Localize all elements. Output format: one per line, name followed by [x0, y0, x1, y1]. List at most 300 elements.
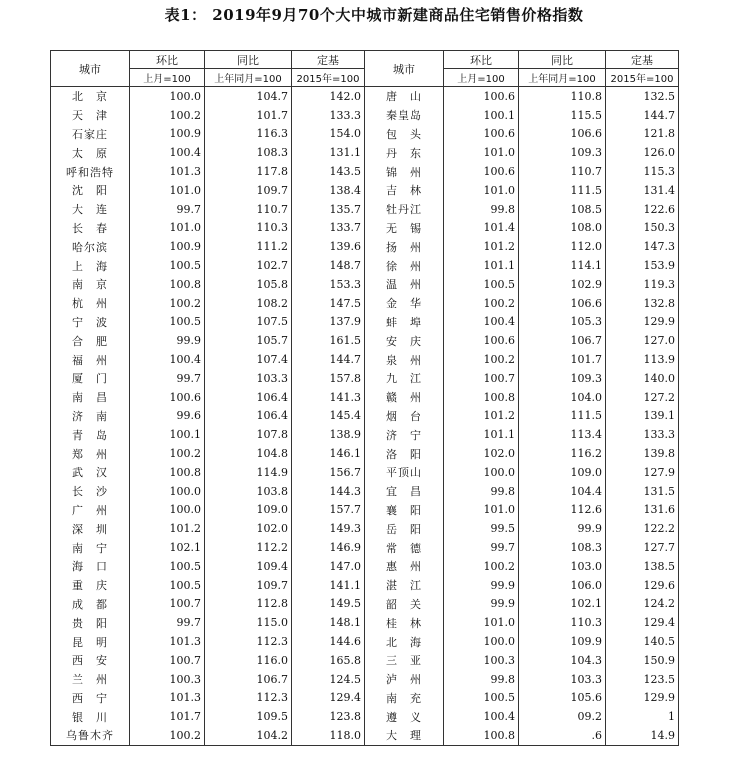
table-row: [51, 350, 679, 369]
huanbi-value-left: 100.2: [130, 106, 205, 125]
city-name-left: 广 州: [51, 501, 130, 520]
dingji-value-left: 118.0: [292, 726, 365, 745]
dingji-value-right: 139.1: [606, 407, 679, 426]
table-row: [51, 162, 679, 181]
tongbi-value-right: 102.1: [519, 595, 606, 614]
table-row: [51, 237, 679, 256]
dingji-value-left: 135.7: [292, 200, 365, 219]
dingji-value-left: 148.1: [292, 613, 365, 632]
city-name-right: 常 德: [365, 538, 444, 557]
dingji-value-right: 132.8: [606, 294, 679, 313]
city-name-right: 赣 州: [365, 388, 444, 407]
table-row: [51, 482, 679, 501]
table-row: [51, 219, 679, 238]
tongbi-value-left: 108.2: [205, 294, 292, 313]
tongbi-value-left: 116.0: [205, 651, 292, 670]
dingji-value-right: 133.3: [606, 425, 679, 444]
city-name-right: 南 充: [365, 689, 444, 708]
tongbi-value-left: 111.2: [205, 237, 292, 256]
dingji-value-left: 138.4: [292, 181, 365, 200]
table-row: [51, 275, 679, 294]
tongbi-value-right: 106.6: [519, 125, 606, 144]
city-name-left: 郑 州: [51, 444, 130, 463]
tongbi-value-left: 103.8: [205, 482, 292, 501]
tongbi-value-left: 116.3: [205, 125, 292, 144]
dingji-value-right: 138.5: [606, 557, 679, 576]
header-huanbi-sub-right: 上月=100: [444, 69, 519, 87]
city-name-left: 天 津: [51, 106, 130, 125]
tongbi-value-right: 109.9: [519, 632, 606, 651]
table-row: [51, 256, 679, 275]
dingji-value-left: 157.8: [292, 369, 365, 388]
huanbi-value-right: 100.4: [444, 313, 519, 332]
huanbi-value-left: 99.7: [130, 200, 205, 219]
huanbi-value-right: 99.7: [444, 538, 519, 557]
dingji-value-left: 141.1: [292, 576, 365, 595]
city-name-right: 丹 东: [365, 143, 444, 162]
city-name-right: 泉 州: [365, 350, 444, 369]
tongbi-value-left: 109.5: [205, 707, 292, 726]
tongbi-value-right: 110.3: [519, 613, 606, 632]
tongbi-value-left: 102.7: [205, 256, 292, 275]
table-row: [51, 726, 679, 745]
tongbi-value-left: 109.7: [205, 576, 292, 595]
city-name-right: 宜 昌: [365, 482, 444, 501]
huanbi-value-right: 100.6: [444, 125, 519, 144]
huanbi-value-left: 100.8: [130, 275, 205, 294]
city-name-left: 沈 阳: [51, 181, 130, 200]
table-row: [51, 143, 679, 162]
dingji-value-left: 133.3: [292, 106, 365, 125]
city-name-left: 太 原: [51, 143, 130, 162]
dingji-value-right: 131.5: [606, 482, 679, 501]
city-name-right: 平顶山: [365, 463, 444, 482]
tongbi-value-right: 108.3: [519, 538, 606, 557]
huanbi-value-right: 101.2: [444, 407, 519, 426]
dingji-value-right: 122.6: [606, 200, 679, 219]
table-row: [51, 444, 679, 463]
huanbi-value-right: 99.5: [444, 519, 519, 538]
city-name-right: 遵 义: [365, 707, 444, 726]
tongbi-value-left: 106.4: [205, 407, 292, 426]
table-row: [51, 200, 679, 219]
dingji-value-left: 137.9: [292, 313, 365, 332]
huanbi-value-left: 100.2: [130, 294, 205, 313]
table-row: [51, 388, 679, 407]
city-name-left: 贵 阳: [51, 613, 130, 632]
dingji-value-left: 156.7: [292, 463, 365, 482]
dingji-value-left: 133.7: [292, 219, 365, 238]
dingji-value-left: 141.3: [292, 388, 365, 407]
dingji-value-left: 149.3: [292, 519, 365, 538]
city-name-right: 泸 州: [365, 670, 444, 689]
huanbi-value-right: 101.2: [444, 237, 519, 256]
tongbi-value-left: 106.4: [205, 388, 292, 407]
dingji-value-left: 147.5: [292, 294, 365, 313]
dingji-value-right: 115.3: [606, 162, 679, 181]
huanbi-value-right: 100.2: [444, 350, 519, 369]
city-name-right: 蚌 埠: [365, 313, 444, 332]
city-name-left: 厦 门: [51, 369, 130, 388]
huanbi-value-left: 99.9: [130, 331, 205, 350]
city-name-left: 宁 波: [51, 313, 130, 332]
huanbi-value-right: 101.4: [444, 219, 519, 238]
table-row: [51, 651, 679, 670]
huanbi-value-right: 100.1: [444, 106, 519, 125]
huanbi-value-left: 101.0: [130, 181, 205, 200]
dingji-value-right: 14.9: [606, 726, 679, 745]
header-huanbi-left: 环比: [130, 51, 205, 69]
city-name-left: 西 宁: [51, 689, 130, 708]
header-tongbi-sub-right: 上年同月=100: [519, 69, 606, 87]
dingji-value-right: 131.6: [606, 501, 679, 520]
tongbi-value-left: 103.3: [205, 369, 292, 388]
header-tongbi-left: 同比: [205, 51, 292, 69]
city-name-left: 呼和浩特: [51, 162, 130, 181]
tongbi-value-left: 112.3: [205, 689, 292, 708]
dingji-value-right: 139.8: [606, 444, 679, 463]
huanbi-value-left: 101.0: [130, 219, 205, 238]
city-name-left: 南 京: [51, 275, 130, 294]
city-name-right: 烟 台: [365, 407, 444, 426]
table-row: [51, 407, 679, 426]
dingji-value-left: 154.0: [292, 125, 365, 144]
dingji-value-right: 131.4: [606, 181, 679, 200]
dingji-value-left: 139.6: [292, 237, 365, 256]
city-name-left: 武 汉: [51, 463, 130, 482]
tongbi-value-right: 111.5: [519, 407, 606, 426]
dingji-value-right: 150.3: [606, 219, 679, 238]
city-name-right: 秦皇岛: [365, 106, 444, 125]
city-name-left: 北 京: [51, 87, 130, 106]
city-name-right: 无 锡: [365, 219, 444, 238]
header-dingji-sub-left: 2015年=100: [292, 69, 365, 87]
dingji-value-left: 161.5: [292, 331, 365, 350]
city-name-left: 南 宁: [51, 538, 130, 557]
huanbi-value-left: 100.1: [130, 425, 205, 444]
dingji-value-left: 144.7: [292, 350, 365, 369]
dingji-value-right: 127.2: [606, 388, 679, 407]
city-name-right: 温 州: [365, 275, 444, 294]
dingji-value-right: 150.9: [606, 651, 679, 670]
header-dingji-sub-right: 2015年=100: [606, 69, 679, 87]
huanbi-value-right: 99.8: [444, 200, 519, 219]
huanbi-value-left: 100.5: [130, 576, 205, 595]
table-row: [51, 501, 679, 520]
table-row: [51, 181, 679, 200]
huanbi-value-right: 100.2: [444, 557, 519, 576]
tongbi-value-right: 110.8: [519, 87, 606, 106]
tongbi-value-left: 110.3: [205, 219, 292, 238]
huanbi-value-right: 100.6: [444, 87, 519, 106]
dingji-value-right: 129.9: [606, 313, 679, 332]
dingji-value-right: 129.9: [606, 689, 679, 708]
city-name-right: 岳 阳: [365, 519, 444, 538]
city-name-left: 长 沙: [51, 482, 130, 501]
tongbi-value-left: 105.8: [205, 275, 292, 294]
huanbi-value-right: 100.8: [444, 388, 519, 407]
dingji-value-right: 113.9: [606, 350, 679, 369]
city-name-left: 昆 明: [51, 632, 130, 651]
city-name-left: 南 昌: [51, 388, 130, 407]
city-name-right: 九 江: [365, 369, 444, 388]
city-name-right: 大 理: [365, 726, 444, 745]
dingji-value-left: 144.3: [292, 482, 365, 501]
tongbi-value-right: 104.3: [519, 651, 606, 670]
tongbi-value-right: 116.2: [519, 444, 606, 463]
table-row: [51, 87, 679, 106]
huanbi-value-right: 100.6: [444, 162, 519, 181]
dingji-value-right: 140.5: [606, 632, 679, 651]
table-row: [51, 313, 679, 332]
huanbi-value-right: 100.8: [444, 726, 519, 745]
header-huanbi-sub-left: 上月=100: [130, 69, 205, 87]
header-dingji-left: 定基: [292, 51, 365, 69]
city-name-left: 乌鲁木齐: [51, 726, 130, 745]
table-row: [51, 670, 679, 689]
dingji-value-left: 142.0: [292, 87, 365, 106]
table-row: [51, 106, 679, 125]
table-row: [51, 463, 679, 482]
city-name-right: 洛 阳: [365, 444, 444, 463]
city-name-right: 惠 州: [365, 557, 444, 576]
huanbi-value-right: 99.9: [444, 576, 519, 595]
huanbi-value-left: 100.3: [130, 670, 205, 689]
huanbi-value-right: 100.0: [444, 463, 519, 482]
table-title: 表1： 2019年9月70个大中城市新建商品住宅销售价格指数: [164, 6, 584, 24]
tongbi-value-right: 109.0: [519, 463, 606, 482]
tongbi-value-left: 106.7: [205, 670, 292, 689]
tongbi-value-right: .6: [519, 726, 606, 745]
tongbi-value-right: 105.3: [519, 313, 606, 332]
tongbi-value-left: 110.7: [205, 200, 292, 219]
dingji-value-left: 157.7: [292, 501, 365, 520]
tongbi-value-right: 114.1: [519, 256, 606, 275]
dingji-value-right: 153.9: [606, 256, 679, 275]
huanbi-value-right: 101.0: [444, 143, 519, 162]
tongbi-value-right: 103.0: [519, 557, 606, 576]
huanbi-value-left: 101.2: [130, 519, 205, 538]
huanbi-value-right: 100.7: [444, 369, 519, 388]
huanbi-value-right: 99.8: [444, 670, 519, 689]
tongbi-value-right: 101.7: [519, 350, 606, 369]
city-name-left: 重 庆: [51, 576, 130, 595]
city-name-right: 金 华: [365, 294, 444, 313]
huanbi-value-left: 101.3: [130, 632, 205, 651]
dingji-value-left: 123.8: [292, 707, 365, 726]
huanbi-value-left: 100.7: [130, 595, 205, 614]
tongbi-value-right: 111.5: [519, 181, 606, 200]
city-name-right: 韶 关: [365, 595, 444, 614]
dingji-value-right: 132.5: [606, 87, 679, 106]
city-name-right: 安 庆: [365, 331, 444, 350]
tongbi-value-right: 106.0: [519, 576, 606, 595]
dingji-value-right: 122.2: [606, 519, 679, 538]
tongbi-value-left: 109.0: [205, 501, 292, 520]
huanbi-value-right: 99.8: [444, 482, 519, 501]
dingji-value-right: 129.6: [606, 576, 679, 595]
tongbi-value-left: 112.2: [205, 538, 292, 557]
huanbi-value-right: 100.6: [444, 331, 519, 350]
city-name-left: 成 都: [51, 595, 130, 614]
city-name-right: 徐 州: [365, 256, 444, 275]
tongbi-value-left: 102.0: [205, 519, 292, 538]
city-name-left: 福 州: [51, 350, 130, 369]
huanbi-value-left: 100.5: [130, 557, 205, 576]
table-row: [51, 557, 679, 576]
table-row: [51, 689, 679, 708]
city-name-left: 济 南: [51, 407, 130, 426]
huanbi-value-left: 101.3: [130, 162, 205, 181]
city-name-left: 合 肥: [51, 331, 130, 350]
tongbi-value-left: 107.8: [205, 425, 292, 444]
tongbi-value-right: 105.6: [519, 689, 606, 708]
huanbi-value-right: 100.3: [444, 651, 519, 670]
dingji-value-right: 123.5: [606, 670, 679, 689]
dingji-value-right: 119.3: [606, 275, 679, 294]
tongbi-value-right: 09.2: [519, 707, 606, 726]
table-row: [51, 595, 679, 614]
huanbi-value-left: 100.7: [130, 651, 205, 670]
tongbi-value-left: 101.7: [205, 106, 292, 125]
tongbi-value-right: 112.0: [519, 237, 606, 256]
huanbi-value-left: 99.7: [130, 369, 205, 388]
tongbi-value-left: 109.7: [205, 181, 292, 200]
table-row: [51, 331, 679, 350]
dingji-value-left: 149.5: [292, 595, 365, 614]
tongbi-value-left: 107.4: [205, 350, 292, 369]
city-name-right: 锦 州: [365, 162, 444, 181]
price-index-table: [50, 50, 679, 746]
huanbi-value-left: 100.0: [130, 87, 205, 106]
huanbi-value-left: 100.4: [130, 143, 205, 162]
city-name-left: 深 圳: [51, 519, 130, 538]
tongbi-value-right: 110.7: [519, 162, 606, 181]
huanbi-value-right: 99.9: [444, 595, 519, 614]
dingji-value-right: 124.2: [606, 595, 679, 614]
table-row: [51, 369, 679, 388]
city-name-left: 杭 州: [51, 294, 130, 313]
tongbi-value-left: 107.5: [205, 313, 292, 332]
tongbi-value-right: 109.3: [519, 143, 606, 162]
huanbi-value-left: 100.0: [130, 501, 205, 520]
dingji-value-right: 127.7: [606, 538, 679, 557]
tongbi-value-left: 115.0: [205, 613, 292, 632]
dingji-value-right: 129.4: [606, 613, 679, 632]
city-name-right: 包 头: [365, 125, 444, 144]
tongbi-value-left: 108.3: [205, 143, 292, 162]
header-city-right: 城市: [365, 51, 444, 87]
dingji-value-right: 147.3: [606, 237, 679, 256]
huanbi-value-left: 101.7: [130, 707, 205, 726]
huanbi-value-left: 100.0: [130, 482, 205, 501]
header-tongbi-sub-left: 上年同月=100: [205, 69, 292, 87]
dingji-value-left: 124.5: [292, 670, 365, 689]
dingji-value-right: 127.0: [606, 331, 679, 350]
city-name-left: 海 口: [51, 557, 130, 576]
dingji-value-left: 153.3: [292, 275, 365, 294]
tongbi-value-left: 104.2: [205, 726, 292, 745]
tongbi-value-left: 104.8: [205, 444, 292, 463]
huanbi-value-right: 102.0: [444, 444, 519, 463]
city-name-right: 扬 州: [365, 237, 444, 256]
huanbi-value-right: 101.0: [444, 613, 519, 632]
huanbi-value-right: 100.5: [444, 689, 519, 708]
dingji-value-left: 146.1: [292, 444, 365, 463]
city-name-left: 大 连: [51, 200, 130, 219]
huanbi-value-right: 101.1: [444, 256, 519, 275]
huanbi-value-left: 100.4: [130, 350, 205, 369]
huanbi-value-left: 99.6: [130, 407, 205, 426]
dingji-value-right: 127.9: [606, 463, 679, 482]
huanbi-value-left: 100.2: [130, 444, 205, 463]
huanbi-value-left: 100.5: [130, 256, 205, 275]
huanbi-value-right: 100.5: [444, 275, 519, 294]
huanbi-value-right: 100.4: [444, 707, 519, 726]
tongbi-value-right: 106.6: [519, 294, 606, 313]
city-name-left: 石家庄: [51, 125, 130, 144]
tongbi-value-left: 112.8: [205, 595, 292, 614]
dingji-value-right: 1: [606, 707, 679, 726]
dingji-value-left: 165.8: [292, 651, 365, 670]
huanbi-value-left: 100.6: [130, 388, 205, 407]
tongbi-value-left: 112.3: [205, 632, 292, 651]
table-row: [51, 519, 679, 538]
table-row: [51, 613, 679, 632]
huanbi-value-left: 99.7: [130, 613, 205, 632]
tongbi-value-left: 109.4: [205, 557, 292, 576]
dingji-value-right: 140.0: [606, 369, 679, 388]
city-name-right: 湛 江: [365, 576, 444, 595]
table-row: [51, 125, 679, 144]
city-name-left: 兰 州: [51, 670, 130, 689]
header-city-left: 城市: [51, 51, 130, 87]
dingji-value-right: 121.8: [606, 125, 679, 144]
huanbi-value-left: 102.1: [130, 538, 205, 557]
dingji-value-right: 144.7: [606, 106, 679, 125]
dingji-value-left: 138.9: [292, 425, 365, 444]
city-name-right: 吉 林: [365, 181, 444, 200]
table-row: [51, 576, 679, 595]
dingji-value-left: 131.1: [292, 143, 365, 162]
dingji-value-right: 126.0: [606, 143, 679, 162]
tongbi-value-left: 104.7: [205, 87, 292, 106]
header-tongbi-right: 同比: [519, 51, 606, 69]
table-row: [51, 294, 679, 313]
dingji-value-left: 146.9: [292, 538, 365, 557]
huanbi-value-left: 100.5: [130, 313, 205, 332]
dingji-value-left: 147.0: [292, 557, 365, 576]
city-name-left: 西 安: [51, 651, 130, 670]
dingji-value-left: 145.4: [292, 407, 365, 426]
tongbi-value-right: 108.5: [519, 200, 606, 219]
huanbi-value-left: 100.2: [130, 726, 205, 745]
city-name-right: 北 海: [365, 632, 444, 651]
huanbi-value-right: 100.2: [444, 294, 519, 313]
tongbi-value-right: 103.3: [519, 670, 606, 689]
tongbi-value-right: 102.9: [519, 275, 606, 294]
city-name-right: 三 亚: [365, 651, 444, 670]
city-name-right: 济 宁: [365, 425, 444, 444]
city-name-left: 哈尔滨: [51, 237, 130, 256]
city-name-left: 长 春: [51, 219, 130, 238]
dingji-value-left: 129.4: [292, 689, 365, 708]
tongbi-value-left: 114.9: [205, 463, 292, 482]
tongbi-value-right: 112.6: [519, 501, 606, 520]
dingji-value-left: 143.5: [292, 162, 365, 181]
city-name-left: 青 岛: [51, 425, 130, 444]
tongbi-value-left: 117.8: [205, 162, 292, 181]
